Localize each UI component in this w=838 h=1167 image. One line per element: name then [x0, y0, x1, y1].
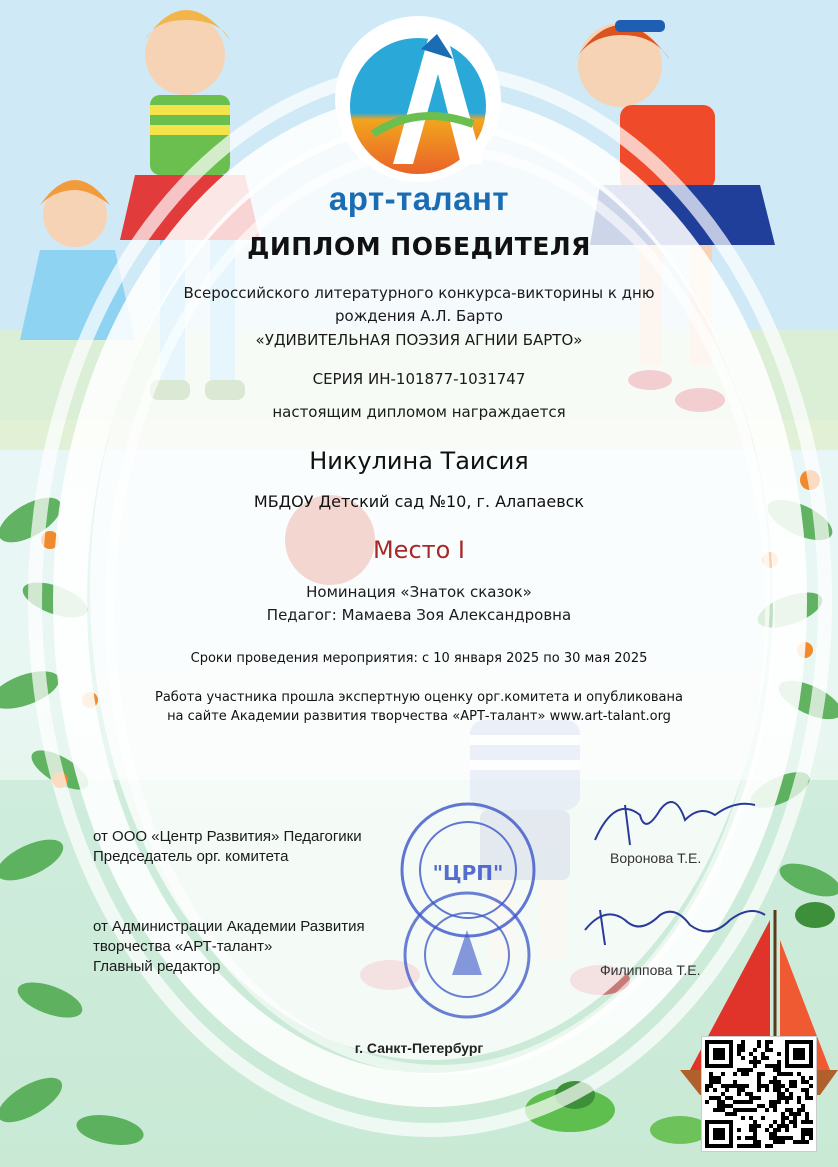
handwritten-signature-2: [580, 895, 770, 955]
nomination: Номинация «Знаток сказок»: [306, 583, 532, 601]
sig1-line-1: от ООО «Центр Развития» Педагогики: [93, 828, 362, 845]
sig2-line-2: творчества «АРТ-талант»: [93, 938, 273, 955]
contest-name: «УДИВИТЕЛЬНАЯ ПОЭЗИЯ АГНИИ БАРТО»: [255, 331, 583, 349]
recipient-organization: МБДОУ Детский сад №10, г. Алапаевск: [253, 492, 585, 511]
sig2-name: Филиппова Т.Е.: [600, 962, 701, 978]
signature-block-2: [93, 917, 365, 977]
contest-line-1: Всероссийского литературного конкурса-викторины к дню: [183, 284, 655, 302]
contest-line-2: рождения А.Л. Барто: [335, 307, 503, 325]
review-line-1: Работа участника прошла экспертную оценку орг.комитета и опубликована: [155, 690, 683, 705]
recipient-name: Никулина Таисия: [309, 447, 529, 475]
diploma-title: ДИПЛОМ ПОБЕДИТЕЛЯ: [247, 232, 591, 261]
qr-code-image: [705, 1040, 813, 1148]
art-talant-stamp: [402, 890, 532, 1020]
review-line-2: на сайте Академии развития творчества «АРТ-талант» www.art-talant.org: [167, 709, 671, 724]
handwritten-signature-1: [585, 785, 765, 855]
series-number: СЕРИЯ ИН-101877-1031747: [312, 370, 526, 388]
teacher: Педагог: Мамаева Зоя Александровна: [266, 606, 572, 624]
sig1-line-2: Председатель орг. комитета: [93, 848, 289, 865]
event-dates: Сроки проведения мероприятия: с 10 января 2025 по 30 мая 2025: [190, 651, 648, 666]
city: г. Санкт-Петербург: [354, 1040, 484, 1056]
sig2-line-3: Главный редактор: [93, 958, 221, 975]
awarded-text: настоящим дипломом награждается: [272, 403, 566, 421]
stamp-text: "ЦРП": [432, 861, 504, 885]
signature-block-1: [93, 827, 362, 867]
place-award: Место I: [372, 536, 466, 564]
logo-text: арт-талант: [328, 180, 510, 217]
art-talant-logo: [333, 14, 503, 184]
qr-code[interactable]: [702, 1037, 816, 1151]
sig2-line-1: от Администрации Академии Развития: [93, 918, 365, 935]
sig1-name: Воронова Т.Е.: [610, 850, 702, 866]
